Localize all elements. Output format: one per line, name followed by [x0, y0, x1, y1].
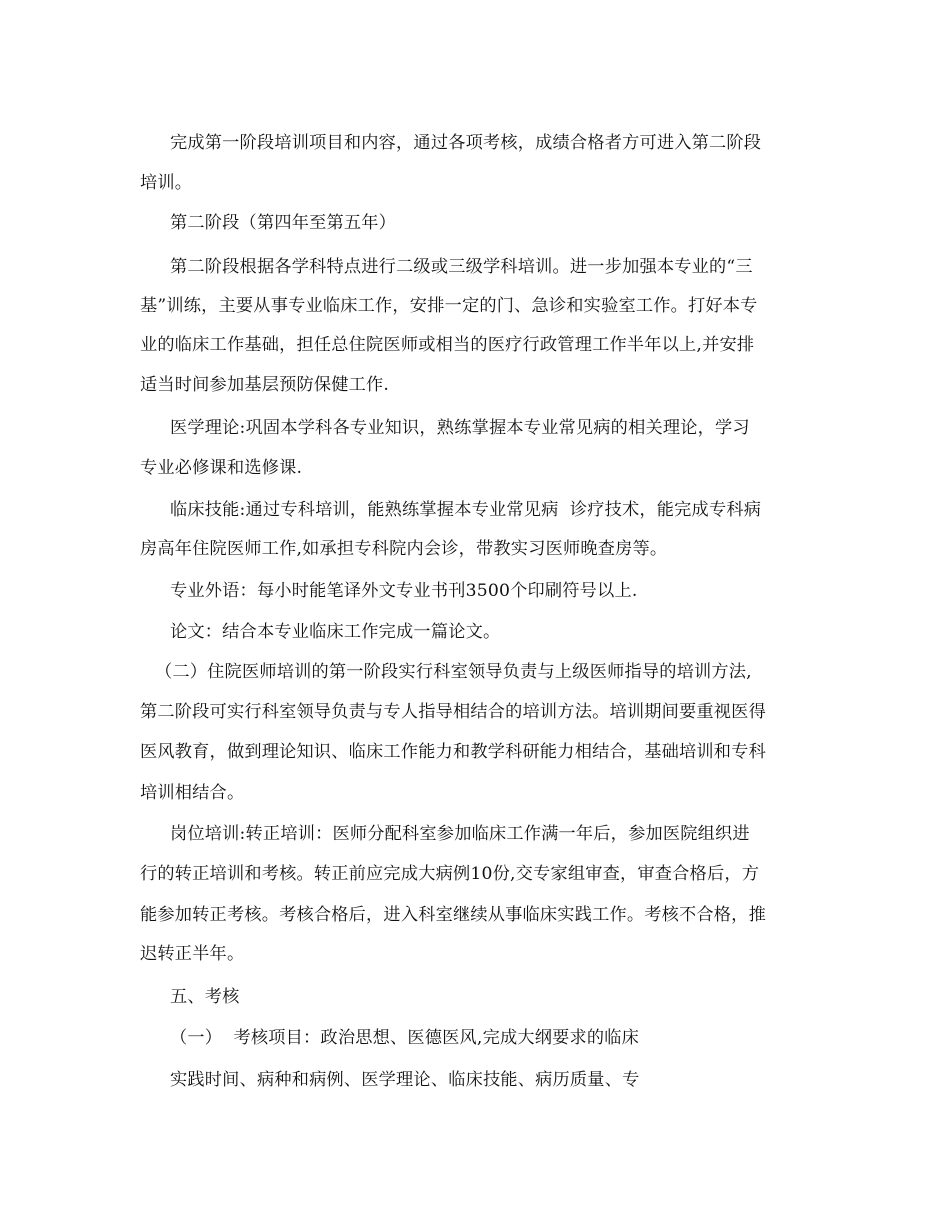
section-heading-kaohe: 五、考核: [170, 987, 240, 1007]
text-line-17: 培训相结合。: [140, 783, 245, 803]
text-line-5: 基”训练，主要从事专业临床工作，安排一定的门、急诊和实验室工作。打好本专: [140, 296, 758, 316]
text-line-14: （二）住院医师培训的第一阶段实行科室领导负责与上级医师指导的培训方法,: [155, 662, 752, 682]
text-line-12: 专业外语：每小时能笔译外文专业书刊3500个印刷符号以上.: [170, 581, 638, 601]
text-line-6: 业的临床工作基础，担任总住院医师或相当的医疗行政管理工作半年以上,并安排: [140, 335, 755, 355]
text-line-7: 适当时间参加基层预防保健工作.: [140, 375, 390, 395]
text-line-15: 第二阶段可实行科室领导负责与专人指导相结合的培训方法。培训期间要重视医得: [140, 702, 766, 722]
text-line-16: 医风教育，做到理论知识、临床工作能力和教学科研能力相结合，基础培训和专科: [140, 742, 766, 762]
text-line-19: 行的转正培训和考核。转正前应完成大病例10份,交专家组审查，审查合格后，方: [140, 864, 760, 884]
text-line-21: 迟转正半年。: [140, 944, 245, 964]
text-line-4: 第二阶段根据各学科特点进行二级或三级学科培训。进一步加强本专业的“三: [170, 257, 753, 277]
text-line-8: 医学理论:巩固本学科各专业知识，熟练掌握本专业常见病的相关理论，学习: [170, 418, 750, 438]
text-line-2: 培训。: [140, 173, 193, 193]
text-line-10: 临床技能:通过专科培训，能熟练掌握本专业常见病 诊疗技术，能完成专科病: [170, 500, 762, 520]
text-line-3: 第二阶段（第四年至第五年）: [170, 213, 397, 233]
text-line-11: 房高年住院医师工作,如承担专科院内会诊，带教实习医师晚查房等。: [140, 539, 668, 559]
text-line-18: 岗位培训:转正培训：医师分配科室参加临床工作满一年后，参加医院组织进: [170, 824, 750, 844]
text-line-23: （一） 考核项目：政治思想、医德医风,完成大纲要求的临床: [170, 1028, 640, 1048]
text-line-9: 专业必修课和选修课.: [140, 458, 303, 478]
text-line-13: 论文：结合本专业临床工作完成一篇论文。: [170, 622, 501, 642]
text-line-24: 实践时间、病种和病例、医学理论、临床技能、病历质量、专: [170, 1070, 640, 1090]
text-line-20: 能参加转正考核。考核合格后，进入科室继续从事临床实践工作。考核不合格，推: [140, 905, 766, 925]
text-line-1: 完成第一阶段培训项目和内容，通过各项考核，成绩合格者方可进入第二阶段: [170, 133, 762, 153]
